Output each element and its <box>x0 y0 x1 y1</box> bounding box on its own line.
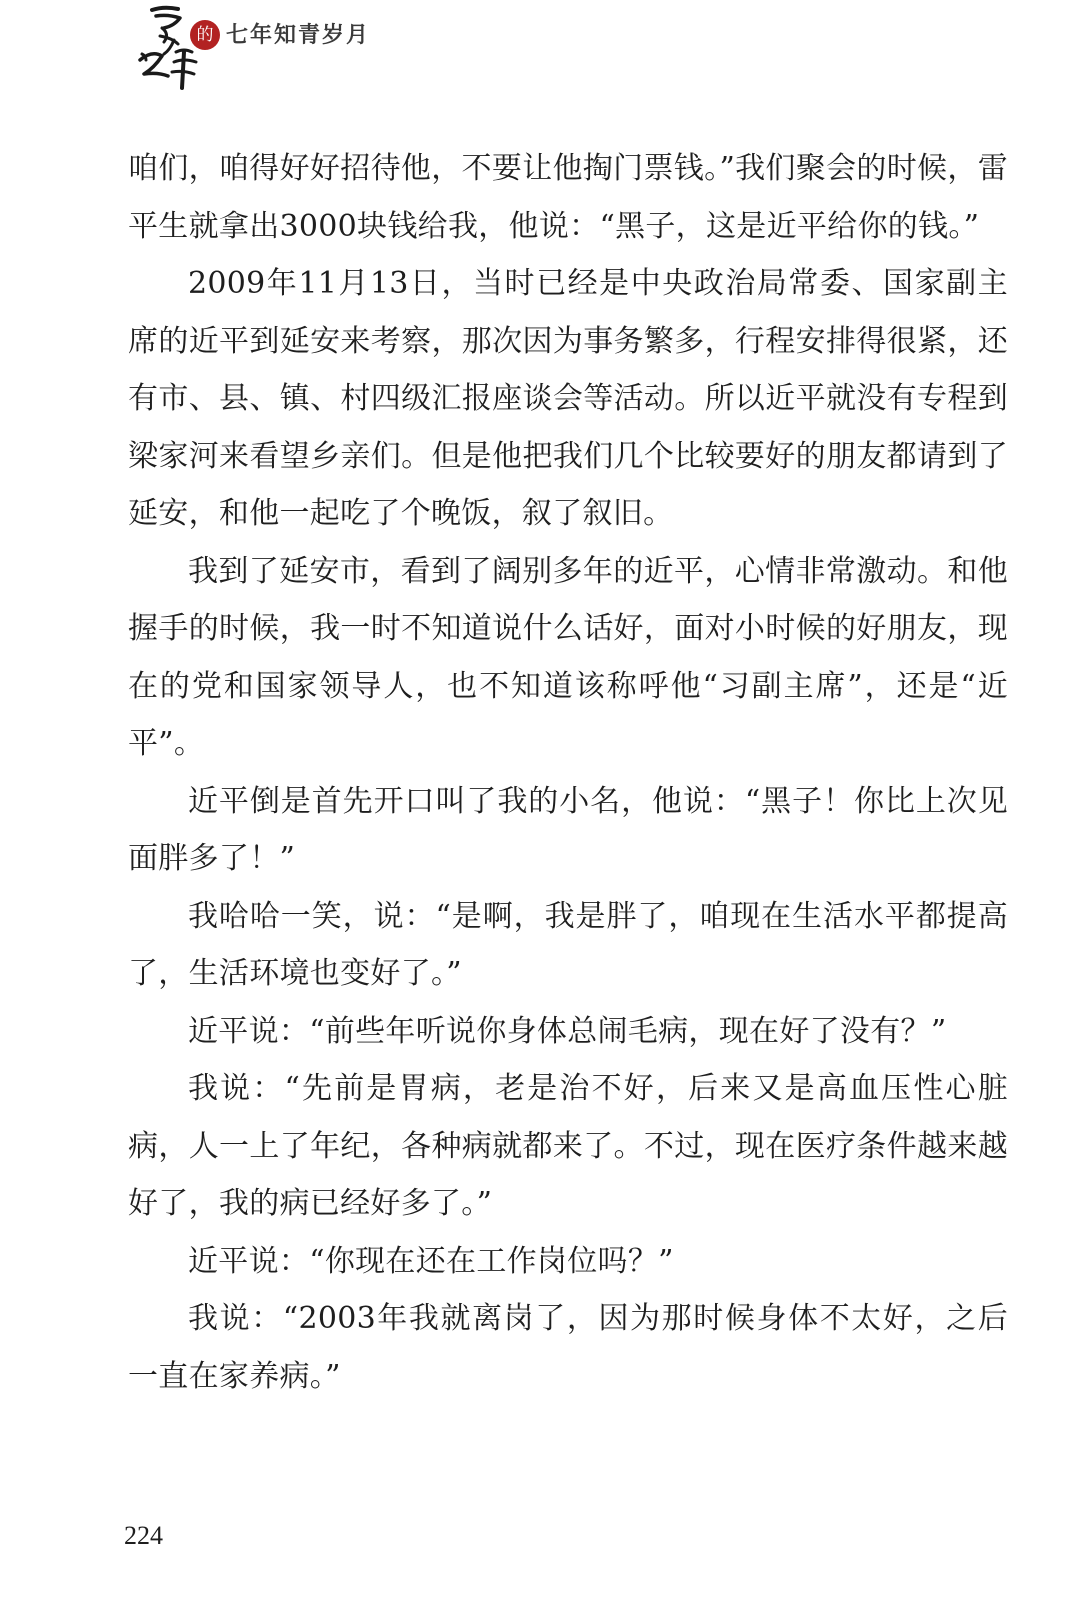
paragraph: 我到了延安市，看到了阔别多年的近平，心情非常激动。和他握手的时候，我一时不知道说什么话好，面对小时候的好朋友，现在的党和国家领导人，也不知道该称呼他“习副主席”，还是“近平”。 <box>128 553 1008 761</box>
body-text <box>128 140 1008 1405</box>
page-number: 224 <box>124 1521 163 1550</box>
book-header <box>134 2 534 92</box>
seal-badge: 的 <box>190 20 220 50</box>
paragraph: 咱们，咱得好好招待他，不要让他掏门票钱。”我们聚会的时候，雷平生就拿出3000块钱给我，他说：“黑子，这是近平给你的钱。” <box>128 151 1008 244</box>
paragraph: 我哈哈一笑，说：“是啊，我是胖了，咱现在生活水平都提高了，生活环境也变好了。” <box>128 898 1008 991</box>
paragraph: 我说：“2003年我就离岗了，因为那时候身体不太好，之后一直在家养病。” <box>128 1301 1008 1394</box>
paragraph: 近平说：“前些年听说你身体总闹毛病，现在好了没有？” <box>188 1013 947 1049</box>
paragraph: 近平说：“你现在还在工作岗位吗？” <box>188 1243 674 1279</box>
series-title: 七年知青岁月 <box>226 22 371 48</box>
calligraphy-logo-icon <box>134 2 204 92</box>
paragraph: 近平倒是首先开口叫了我的小名，他说：“黑子！你比上次见面胖多了！” <box>128 783 1008 876</box>
paragraph: 2009年11月13日，当时已经是中央政治局常委、国家副主席的近平到延安来考察，那次因为事务繁多，行程安排得很紧，还有市、县、镇、村四级汇报座谈会等活动。所以近平就没有专程到梁家河来看望乡亲们。但是他把我们几个比较要好的朋友都请到了延安，和他一起吃了个晚饭，叙了叙旧。 <box>128 266 1008 531</box>
paragraph: 我说：“先前是胃病，老是治不好，后来又是高血压性心脏病，人一上了年纪，各种病就都来了。不过，现在医疗条件越来越好了，我的病已经好多了。” <box>128 1071 1008 1221</box>
